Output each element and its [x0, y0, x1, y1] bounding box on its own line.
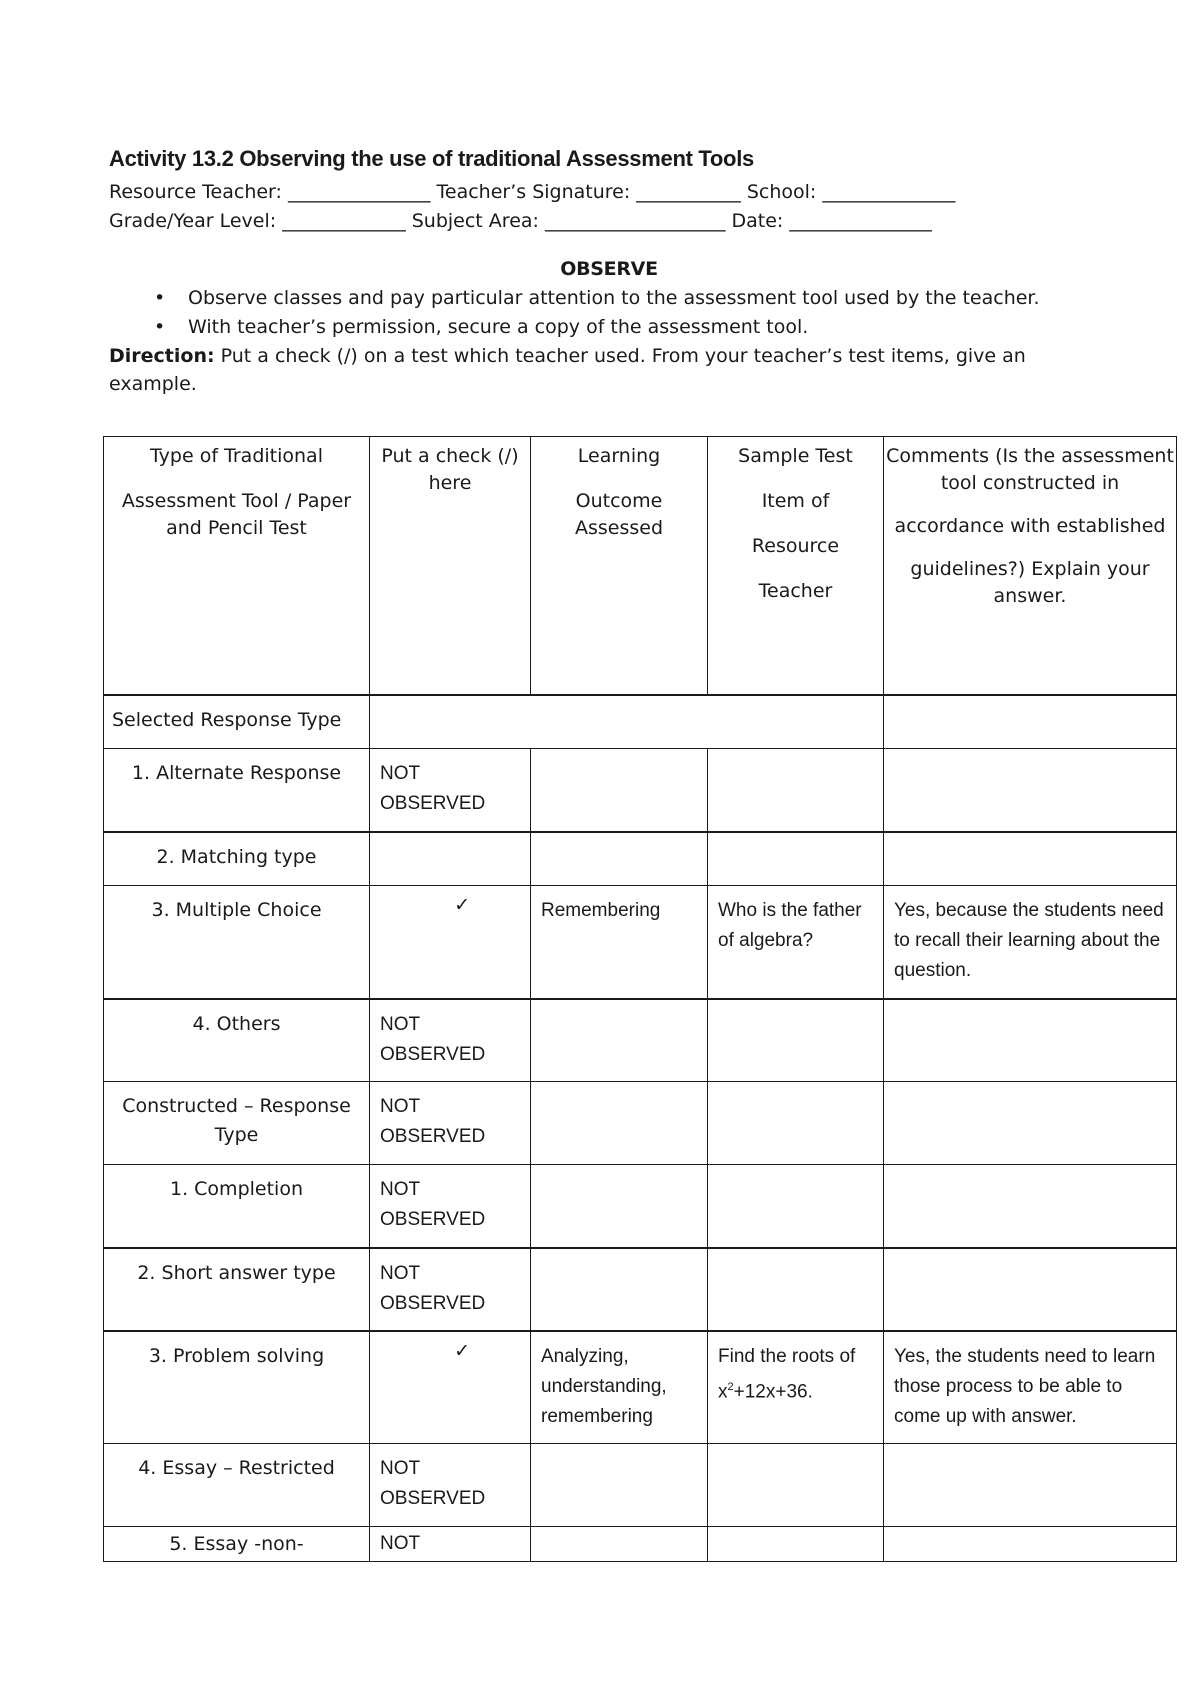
table-row [104, 1444, 1177, 1527]
row-outcome [531, 999, 708, 1082]
row-type: 4. Others [104, 999, 370, 1082]
row-type: 1. Alternate Response [104, 749, 370, 832]
row-check: NOT OBSERVED [370, 1248, 531, 1331]
row-sample [708, 749, 884, 832]
row-comment [884, 1248, 1177, 1331]
observe-heading: OBSERVE [560, 258, 658, 280]
row-check: NOT [370, 1527, 531, 1562]
row-type: 3. Problem solving [104, 1331, 370, 1444]
row-check: NOT OBSERVED [370, 999, 531, 1082]
row-sample [708, 1527, 884, 1562]
direction-label: Direction: [109, 345, 215, 367]
bullet-icon: • [154, 287, 166, 309]
row-outcome [531, 1248, 708, 1331]
row-comment [884, 1082, 1177, 1165]
row-sample [708, 999, 884, 1082]
table-cell [370, 695, 884, 749]
row-check: NOT OBSERVED [370, 1165, 531, 1248]
row-sample [708, 1082, 884, 1165]
meta-line-teacher: Resource Teacher: _______________ Teacher’s Signature: ___________ School: ______________ [109, 181, 956, 203]
row-sample: Find the roots of $x^2+12x+36$. [708, 1331, 884, 1444]
row-outcome [531, 1165, 708, 1248]
row-outcome: Analyzing, understanding, remembering [531, 1331, 708, 1444]
row-type: 1. Completion [104, 1165, 370, 1248]
activity-title: Activity 13.2 Observing the use of traditional Assessment Tools [109, 146, 754, 171]
row-outcome [531, 1444, 708, 1527]
row-check [370, 832, 531, 886]
list-item: • Observe classes and pay particular attention to the assessment tool used by the teacher. [109, 284, 1109, 313]
row-comment [884, 1527, 1177, 1562]
table-row [104, 695, 1177, 749]
header-comments: Comments (Is the assessment tool constructed in accordance with established guidelines?) Explain your answer. [884, 437, 1177, 695]
table-row [104, 1082, 1177, 1165]
table-row [104, 749, 1177, 832]
row-sample [708, 1444, 884, 1527]
row-type: 3. Multiple Choice [104, 886, 370, 999]
bullet-icon: • [154, 316, 166, 338]
row-comment: Yes, the students need to learn those process to be able to come up with answer. [884, 1331, 1177, 1444]
row-outcome [531, 1527, 708, 1562]
header-sample: Sample Test Item of Resource Teacher [708, 437, 884, 695]
table-row [104, 999, 1177, 1082]
header-outcome: Learning Outcome Assessed [531, 437, 708, 695]
row-outcome [531, 832, 708, 886]
document-body [109, 146, 1109, 398]
table-row [104, 1165, 1177, 1248]
row-sample [708, 1248, 884, 1331]
section-selected-response: Selected Response Type [104, 695, 370, 749]
row-type: Constructed – Response Type [104, 1082, 370, 1165]
list-item: • With teacher’s permission, secure a copy of the assessment tool. [109, 313, 1109, 342]
row-outcome [531, 749, 708, 832]
check-icon: ✓ [370, 886, 531, 999]
row-type: 2. Matching type [104, 832, 370, 886]
check-icon: ✓ [370, 1331, 531, 1444]
row-check: NOT OBSERVED [370, 1082, 531, 1165]
table-row [104, 886, 1177, 999]
row-sample: Who is the father of algebra? [708, 886, 884, 999]
observe-list [109, 284, 1109, 342]
row-comment [884, 1165, 1177, 1248]
table-cell [884, 695, 1177, 749]
row-type: 5. Essay -non- [104, 1527, 370, 1562]
row-check: NOT OBSERVED [370, 749, 531, 832]
table-row [104, 832, 1177, 886]
assessment-table [103, 436, 1177, 1562]
row-outcome: Remembering [531, 886, 708, 999]
header-check: Put a check (/) here [370, 437, 531, 695]
meta-line-grade: Grade/Year Level: _____________ Subject Area: ___________________ Date: _______________ [109, 210, 932, 232]
direction-text: Direction: Put a check (/) on a test which teacher used. From your teacher’s test items, give an example. [109, 345, 1026, 395]
table-row [104, 1527, 1177, 1562]
row-sample [708, 832, 884, 886]
row-type: 4. Essay – Restricted [104, 1444, 370, 1527]
row-comment [884, 999, 1177, 1082]
row-comment [884, 1444, 1177, 1527]
row-comment [884, 749, 1177, 832]
header-type: Type of Traditional Assessment Tool / Paper and Pencil Test [104, 437, 370, 695]
table-header-row [104, 437, 1177, 695]
row-comment: Yes, because the students need to recall their learning about the question. [884, 886, 1177, 999]
row-comment [884, 832, 1177, 886]
row-check: NOT OBSERVED [370, 1444, 531, 1527]
row-sample [708, 1165, 884, 1248]
row-type: 2. Short answer type [104, 1248, 370, 1331]
table-row [104, 1248, 1177, 1331]
row-outcome [531, 1082, 708, 1165]
table-row [104, 1331, 1177, 1444]
